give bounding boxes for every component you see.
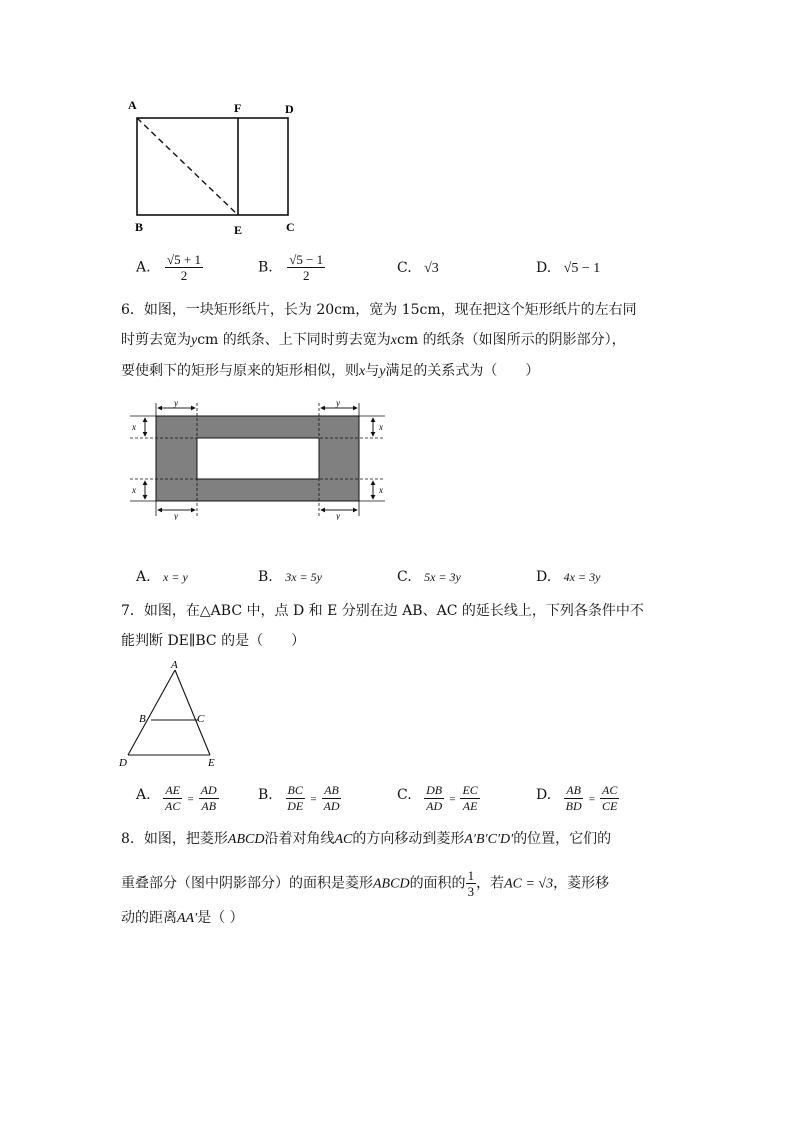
fig7-label-E: E xyxy=(208,757,215,769)
q6-option-d: D. 4x = 3y xyxy=(536,569,601,585)
q5-option-a xyxy=(136,252,203,283)
option-expression: 4x = 3y xyxy=(563,570,601,584)
option-expression: x = y xyxy=(163,570,188,584)
option-fraction: $\frac{√5 + 1}{2}$ xyxy=(167,252,201,283)
fig7-label-A: A xyxy=(171,659,178,671)
q5-option-d xyxy=(536,260,600,277)
q7-option-b: B. $\frac{BC}{DE}$ = $\frac{AB}{AD}$ xyxy=(258,783,340,813)
q5-option-b xyxy=(258,252,325,283)
fig7-label-C: C xyxy=(197,713,205,725)
fig5-label-D: D xyxy=(285,102,294,116)
option-fraction: $\frac{√5 - 1}{2}$ xyxy=(289,252,324,283)
fig6-label-y: y xyxy=(336,398,340,408)
q7-option-a: A. $\frac{AE}{AC}$ = $\frac{AD}{AB}$ xyxy=(136,783,217,813)
option-letter: B. xyxy=(258,259,273,276)
option-expression: √3 xyxy=(424,261,439,276)
q6-option-c: C. 5x = 3y xyxy=(397,569,461,585)
fig7-label-D: D xyxy=(119,757,127,769)
fig6-label-x: x xyxy=(379,485,383,495)
fig6-label-x: x xyxy=(379,422,383,432)
q6-option-a: A. x = y xyxy=(136,569,188,585)
fig5-label-B: B xyxy=(135,220,144,234)
fig6-label-x: x xyxy=(132,485,136,495)
q8-line-1: 8．如图，把菱形ABCD沿着对角线AC的方向移动到菱形A′B′C′D′的位置，它们的 xyxy=(121,831,612,847)
fig5-label-E: E xyxy=(234,223,243,237)
q6-line-3: 要使剩下的矩形与原来的矩形相似，则x与y满足的关系式为（ ） xyxy=(121,363,540,379)
q6-line-2: 时剪去宽为ycm 的纸条、上下同时剪去宽为xcm 的纸条（如图所示的阴影部分）， xyxy=(121,332,626,348)
q8-line-2: 重叠部分（图中阴影部分）的面积是菱形ABCD的面积的 $\frac{1}{3}$ ，若AC = √3，菱形移 xyxy=(121,868,610,899)
q7-option-c: C. $\frac{DB}{AD}$ = $\frac{EC}{AE}$ xyxy=(397,783,478,813)
fig6-label-x: x xyxy=(132,422,136,432)
fig5-label-A: A xyxy=(128,98,137,112)
one-third-fraction: $\frac{1}{3}$ xyxy=(467,868,475,899)
fig5-label-F: F xyxy=(234,101,242,115)
option-expression: 3x = 5y xyxy=(285,570,322,584)
q6-line-1: 6．如图，一块矩形纸片，长为 20cm，宽为 15cm，现在把这个矩形纸片的左右同 xyxy=(121,302,637,318)
option-expression: 5x = 3y xyxy=(424,570,461,584)
option-letter: C. xyxy=(397,260,412,276)
fig6-label-y: y xyxy=(174,511,178,520)
fig5-rectangle-figure xyxy=(125,95,305,240)
option-letter: A. xyxy=(136,259,151,276)
q7-option-d: D. $\frac{AB}{BD}$ = $\frac{AC}{CE}$ xyxy=(536,783,618,813)
fig6-label-y: y xyxy=(336,511,340,520)
fig6-label-y: y xyxy=(174,398,178,408)
fig7-label-B: B xyxy=(139,713,146,725)
q8-line-3: 动的距离AA′是（ ） xyxy=(121,910,244,926)
fig7-triangle-figure xyxy=(115,658,225,770)
fig6-paper-strip-figure xyxy=(125,398,390,520)
q6-option-b: B. 3x = 5y xyxy=(258,569,322,585)
q7-line-2: 能判断 DE∥BC 的是（ ） xyxy=(121,633,306,649)
option-expression: √5 − 1 xyxy=(563,261,601,276)
q5-option-c xyxy=(397,260,439,277)
q7-line-1: 7．如图，在△ABC 中，点 D 和 E 分别在边 AB、AC 的延长线上，下列各条件中不 xyxy=(121,603,644,619)
option-letter: D. xyxy=(536,260,552,276)
fig5-label-C: C xyxy=(286,220,295,234)
